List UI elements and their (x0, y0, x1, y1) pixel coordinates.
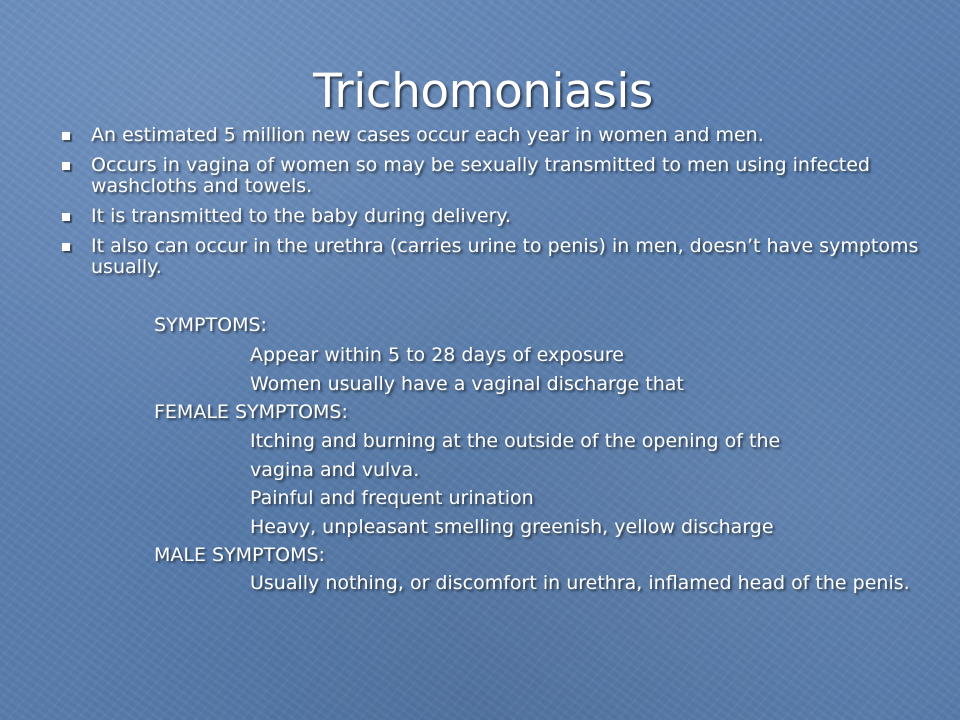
female-symptom-line: Itching and burning at the outside of the opening of the (250, 430, 781, 452)
bullet-text: Occurs in vagina of women so may be sexually transmitted to men using infected washcloths and towels. (91, 154, 870, 197)
square-bullet-icon (62, 213, 70, 221)
slide-title: Trichomoniasis (313, 64, 653, 119)
bullet-text: It also can occur in the urethra (carries urine to penis) in men, doesn’t have symptoms usually. (91, 235, 919, 278)
male-symptoms-heading: MALE SYMPTOMS: (154, 544, 325, 566)
square-bullet-icon (62, 132, 70, 140)
male-symptom-line: Usually nothing, or discomfort in urethra, inflamed head of the penis. (250, 572, 910, 594)
female-symptom-line: Heavy, unpleasant smelling greenish, yellow discharge (250, 516, 774, 538)
bullet-item (62, 206, 922, 227)
symptoms-heading: SYMPTOMS: (154, 314, 267, 336)
bullet-item (62, 125, 922, 146)
female-symptoms-heading: FEMALE SYMPTOMS: (154, 401, 348, 423)
female-symptom-line: Painful and frequent urination (250, 487, 534, 509)
bullet-text: It is transmitted to the baby during delivery. (91, 205, 511, 227)
bullet-item (62, 236, 922, 278)
female-symptom-line: vagina and vulva. (250, 459, 420, 481)
symptom-line: Appear within 5 to 28 days of exposure (250, 344, 624, 366)
symptom-line: Women usually have a vaginal discharge that (250, 373, 684, 395)
bullet-text: An estimated 5 million new cases occur each year in women and men. (91, 124, 764, 146)
square-bullet-icon (62, 243, 70, 251)
square-bullet-icon (62, 162, 70, 170)
bullet-item (62, 155, 922, 197)
